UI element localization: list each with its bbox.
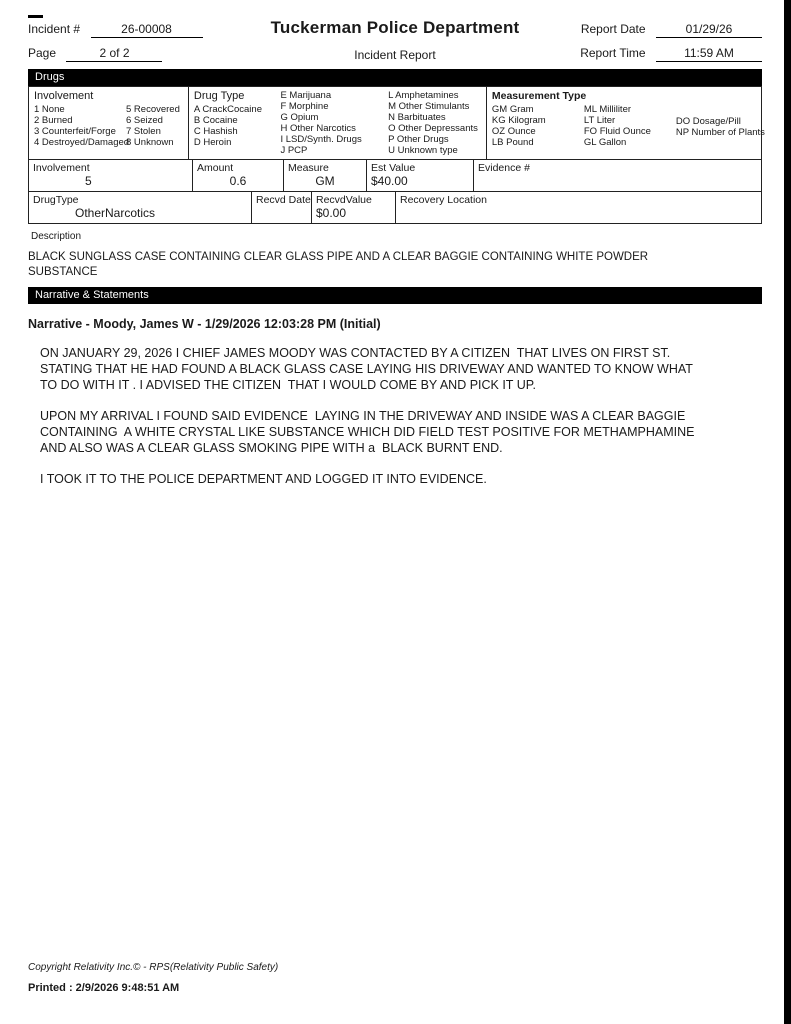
measure-field-value: GM [315,174,335,188]
involvement-codes-col1 [34,104,130,148]
recovery-location-field [395,192,761,223]
involvement-code: 8 Unknown [126,137,174,148]
involvement-field [29,160,192,191]
legend-measurement-columns [492,104,769,148]
involvement-code: 1 None [34,104,65,115]
scan-artifact-mark [28,15,43,18]
printed-timestamp: Printed : 2/9/2026 9:48:51 AM [28,982,180,994]
report-subtitle-wrap [258,48,532,62]
description-text: BLACK SUNGLASS CASE CONTAINING CLEAR GLASS PIPE AND A CLEAR BAGGIE CONTAINING WHITE POWDER SUBSTANCE [28,251,652,278]
drug-code-legend [28,86,765,160]
involvement-code: 2 Burned [34,115,73,126]
measurement-codes-col3 [676,104,765,148]
recvd-date-field-value [256,206,307,220]
measurement-code: ML Milliliter [583,104,632,115]
amount-field-value: 0.6 [229,174,247,188]
copyright-text: Copyright Relativity Inc.© - RPS(Relativity Public Safety) [28,962,279,973]
incident-number-label: Incident # [28,22,81,36]
drug-type-code: B Cocaine [193,115,238,126]
drug-type-field-label: DrugType [33,194,79,206]
evidence-number-field [473,160,761,191]
drug-type-code: I LSD/Synth. Drugs [280,134,362,145]
recvd-value-field-value: $0.00 [316,206,347,220]
narrative-heading: Narrative - Moody, James W - 1/29/2026 12:03:28 PM (Initial) [28,317,381,331]
header-row-2 [28,44,762,62]
drug-type-code: D Heroin [193,137,232,148]
recovery-location-field-value [400,206,757,220]
department-title-wrap [258,18,532,38]
involvement-code: 3 Counterfeit/Forge [34,126,116,137]
drug-type-codes-col1 [194,104,277,148]
evidence-number-field-value [478,174,757,188]
drug-type-code: M Other Stimulants [388,101,470,112]
measurement-code: LT Liter [583,115,616,126]
recvd-value-field-label: RecvdValue [316,194,372,206]
est-value-field [366,160,473,191]
incident-number-group [28,20,258,38]
measure-field-label: Measure [288,162,329,174]
recvd-date-field [251,192,311,223]
page-footer [28,962,278,994]
drug-type-code: G Opium [280,112,319,123]
legend-drug-type-cell [188,87,486,159]
drug-type-codes-col2 [280,90,384,156]
drug-type-codes-col1-wrap [194,90,277,156]
incident-number-value: 26-00008 [91,22,203,38]
drug-type-code: F Morphine [280,101,329,112]
report-date-value: 01/29/26 [656,22,762,38]
recvd-value-field [311,192,395,223]
measurement-code: LB Pound [491,137,534,148]
department-title: Tuckerman Police Department [270,18,520,37]
narrative-paragraph: I TOOK IT TO THE POLICE DEPARTMENT AND LOGGED IT INTO EVIDENCE. [40,472,487,486]
legend-involvement-header: Involvement [34,90,94,102]
drug-type-code: P Other Drugs [388,134,449,145]
measurement-code: FO Fluid Ounce [583,126,651,137]
legend-measurement-header: Measurement Type [491,90,587,102]
amount-field [192,160,283,191]
involvement-code: 7 Stolen [126,126,161,137]
measurement-codes-col1 [492,104,580,148]
report-time-group [532,44,762,62]
legend-involvement-cell [29,87,188,159]
drug-type-code: A CrackCocaine [193,104,262,115]
page-value: 2 of 2 [66,46,162,62]
report-date-group [532,20,762,38]
drugs-section-bar: Drugs [28,69,762,86]
drug-type-field [29,192,251,223]
measurement-code: DO Dosage/Pill [675,116,741,127]
measurement-codes-col2 [584,104,672,148]
drug-type-code: E Marijuana [280,90,332,101]
measure-field [283,160,366,191]
est-value-field-value: $40.00 [371,174,408,188]
drug-type-code: J PCP [280,145,308,156]
narrative-paragraph: ON JANUARY 29, 2026 I CHIEF JAMES MOODY WAS CONTACTED BY A CITIZEN THAT LIVES ON FIRST ST. STATING THAT HE HAD FOUND A BLACK GLASS CASE LAYING HIS DRIVEWAY AND WANTED TO KNOW WHAT TO DO WITH IT . I ADVISED THE CITIZEN THAT I WOULD COME BY AND PICK IT UP. [40,346,696,392]
drug-type-codes-col3 [388,90,478,156]
measurement-code: NP Number of Plants [675,127,765,138]
drug-values-row-2 [28,192,762,224]
involvement-codes-col2 [126,104,180,148]
involvement-code: 6 Seized [126,115,163,126]
report-subtitle: Incident Report [354,48,436,62]
legend-measurement-cell [486,87,773,159]
involvement-field-value: 5 [85,174,92,188]
report-time-value: 11:59 AM [656,46,762,62]
recvd-date-field-label: Recvd Date [256,194,311,206]
drug-type-code: H Other Narcotics [280,123,356,134]
measurement-code: GM Gram [491,104,534,115]
involvement-field-label: Involvement [33,162,90,174]
est-value-field-label: Est Value [371,162,416,174]
drug-type-code: U Unknown type [388,145,458,156]
involvement-code: 5 Recovered [126,104,180,115]
drug-values-row-1 [28,160,762,192]
legend-drug-type-header: Drug Type [193,90,245,102]
involvement-code: 4 Destroyed/Damaged [34,137,130,148]
report-time-label: Report Time [580,46,646,60]
report-date-label: Report Date [580,22,646,36]
description-label: Description [31,231,82,242]
legend-involvement-columns [34,104,184,148]
drug-type-code: C Hashish [193,126,238,137]
legend-drug-type-columns [194,90,482,156]
drug-type-code: N Barbituates [388,112,446,123]
drug-type-code: L Amphetamines [388,90,459,101]
measurement-code: GL Gallon [583,137,627,148]
narrative-section-bar: Narrative & Statements [28,287,762,304]
drug-type-code: O Other Depressants [388,123,478,134]
evidence-number-field-label: Evidence # [478,162,530,174]
recovery-location-field-label: Recovery Location [400,194,487,206]
measurement-code: KG Kilogram [491,115,546,126]
narrative-paragraph: UPON MY ARRIVAL I FOUND SAID EVIDENCE LAYING IN THE DRIVEWAY AND INSIDE WAS A CLEAR BAGGIE CONTAINING A WHITE CRYSTAL LIKE SUBSTANCE WHICH DID FIELD TEST POSITIVE FOR METHAMPHAMINE AND ALSO WAS A CLEAR GLASS SMOKING PIPE WITH a BLACK BURNT END. [40,409,698,455]
header-row-1 [28,18,762,38]
page-number-group [28,44,258,62]
narrative-body [40,345,700,487]
scan-edge-artifact [784,0,791,1024]
page-label: Page [28,46,57,60]
amount-field-label: Amount [197,162,234,174]
measurement-code: OZ Ounce [491,126,536,137]
drug-type-field-value: OtherNarcotics [75,206,156,220]
